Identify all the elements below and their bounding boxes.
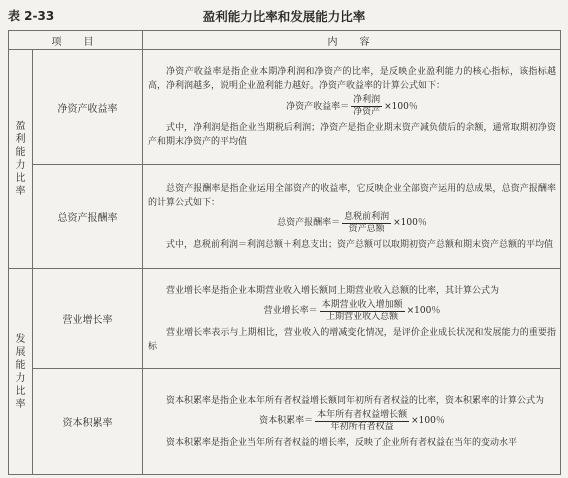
- category-char: 率: [15, 186, 26, 197]
- item-description: [143, 165, 561, 269]
- formula-numerator: 息税前利润: [344, 211, 390, 222]
- formula-numerator: 净利润: [353, 95, 381, 105]
- category-char: 展: [15, 346, 26, 358]
- formula-rhs: ×100％: [406, 306, 441, 316]
- category-growth: [9, 269, 33, 475]
- item-name: 资本积累率: [33, 369, 143, 475]
- formula-rhs: ×100％: [393, 218, 427, 228]
- item-name: 总资产报酬率: [33, 165, 143, 269]
- header-item: 项 目: [9, 31, 143, 50]
- description-note: 资本积累率是指企业当年所有者权益的增长率，反映了企业所有者权益在当年的变动水平: [166, 437, 518, 448]
- table-title: 盈利能力比率和发展能力比率: [202, 9, 366, 24]
- item-description: [143, 50, 561, 165]
- formula-lhs: 资本积累率＝: [259, 416, 314, 426]
- formula-rhs: ×100％: [411, 416, 445, 426]
- header-row: [9, 31, 561, 50]
- category-char: 力: [15, 160, 26, 171]
- formula-denominator: 年初所有者权益: [330, 421, 394, 432]
- category-char: 率: [15, 398, 26, 410]
- description-note: 式中，息税前利润＝利润总额＋利息支出；资产总额可以取期初资产总额和期末资产总额的平均值: [166, 239, 554, 250]
- formula-fraction: [342, 212, 391, 235]
- formula-rhs: ×100％: [384, 101, 418, 112]
- formula-numerator: 本年所有者权益增长额: [317, 409, 408, 420]
- formula: [148, 212, 556, 235]
- item-name: 净资产收益率: [33, 50, 143, 165]
- category-char: 能: [15, 147, 26, 158]
- category-char: 力: [15, 372, 26, 384]
- description-intro: 净资产收益率是指企业本期净利润和净资产的比率，是反映企业盈利能力的核心指标，该指标越高，净利润越多，说明企业盈利能力越好。净资产收益率的计算公式如下：: [148, 67, 556, 91]
- category-char: 比: [15, 385, 26, 397]
- item-description: [143, 369, 561, 475]
- formula: [148, 300, 556, 323]
- table-row: [9, 165, 561, 269]
- description-intro: 总资产报酬率是指企业运用全部资产的收益率，它反映企业全部资产运用的总成果，总资产报酬率的计算公式如下：: [148, 183, 556, 208]
- formula-lhs: 净资产收益率＝: [286, 101, 350, 112]
- category-char: 发: [15, 333, 26, 345]
- header-content: 内 容: [143, 31, 561, 50]
- formula-numerator: 本期营业收入增加额: [321, 299, 403, 310]
- category-char: 盈: [15, 121, 26, 132]
- category-char: 利: [15, 134, 26, 145]
- category-profitability: [9, 50, 33, 269]
- formula-denominator: 上期营业收入总额: [326, 311, 399, 322]
- table-number: 表 2-33: [8, 9, 55, 23]
- formula-fraction: [315, 410, 409, 433]
- formula: [148, 95, 556, 118]
- table-row: [9, 269, 561, 369]
- category-char: 能: [15, 359, 26, 371]
- formula-lhs: 总资产报酬率＝: [277, 218, 341, 228]
- formula-denominator: 资产总额: [348, 223, 385, 234]
- description-note: 式中，净利润是指企业当期税后利润；净资产是指企业期末资产减负债后的余额，通常取期初净资产和期末净资产的平均值: [148, 123, 556, 147]
- category-char: 比: [15, 173, 26, 184]
- item-description: [143, 269, 561, 369]
- formula-denominator: 净资产: [353, 107, 381, 117]
- description-intro: 资本积累率是指企业本年所有者权益增长额同年初所有者权益的比率，资本积累率的计算公式为: [166, 395, 545, 406]
- formula: [148, 410, 556, 433]
- formula-fraction: [351, 95, 382, 118]
- item-name: 营业增长率: [33, 269, 143, 369]
- table-caption: [8, 7, 560, 27]
- formula-lhs: 营业增长率＝: [263, 306, 318, 316]
- table-row: [9, 369, 561, 475]
- description-note: 营业增长率表示与上期相比，营业收入的增减变化情况，是评价企业成长状况和发展能力的重要指标: [148, 327, 556, 352]
- ratio-table: [8, 30, 561, 475]
- formula-fraction: [320, 300, 405, 323]
- description-intro: 营业增长率是指企业本期营业收入增长额同上期营业收入总额的比率，其计算公式为: [166, 285, 500, 296]
- table-row: [9, 50, 561, 165]
